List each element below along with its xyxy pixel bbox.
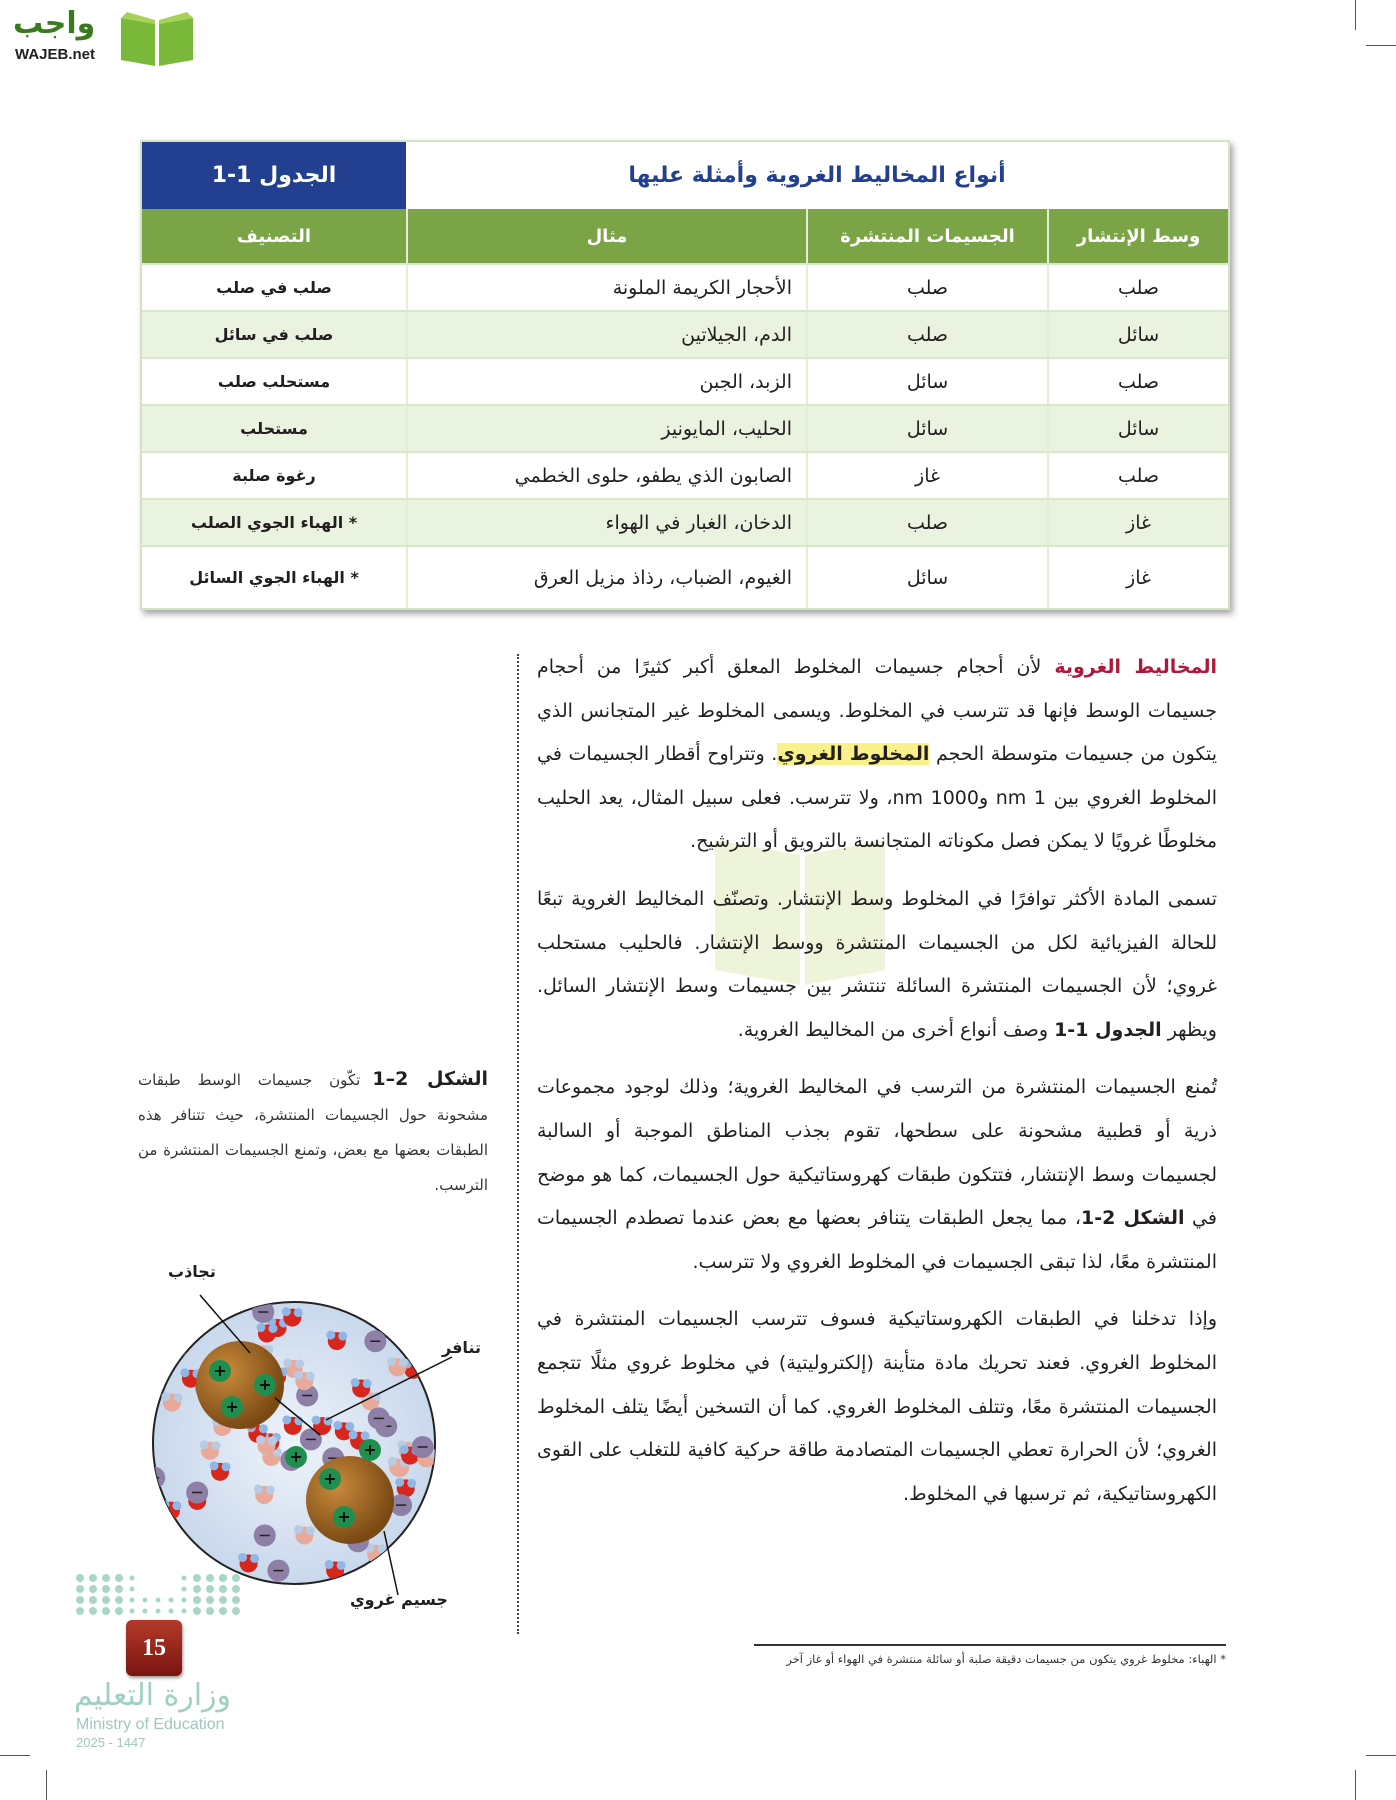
molecule bbox=[169, 1306, 190, 1326]
key-term: المخاليط الغروية bbox=[1054, 656, 1217, 678]
footnote: * الهباء: مخلوط غروي يتكون من جسيمات دقيقة صلبة أو سائلة منتشرة في الهواء أو غاز آخر bbox=[786, 1652, 1226, 1666]
colloid-types-table bbox=[140, 140, 1230, 610]
ministry-logo bbox=[72, 1572, 252, 1752]
dispersing-medium-cell: غاز bbox=[1047, 547, 1228, 608]
ministry-english: Ministry of Education bbox=[76, 1716, 225, 1733]
positive-charge-icon bbox=[209, 1360, 231, 1382]
dispersing-medium-cell: صلب bbox=[1047, 453, 1228, 498]
classification-cell: صلب في صلب bbox=[216, 278, 332, 297]
dispersing-medium-cell: سائل bbox=[1047, 312, 1228, 357]
molecule bbox=[368, 1407, 390, 1429]
molecule bbox=[412, 1436, 434, 1458]
molecule bbox=[186, 1482, 208, 1504]
logo-arabic-text: واجب bbox=[13, 6, 96, 41]
paragraph-colloids-intro bbox=[537, 646, 1217, 864]
dispersed-particles-cell: سائل bbox=[806, 406, 1047, 451]
column-header: وسط الإنتشار bbox=[1047, 209, 1228, 263]
column-header: الجسيمات المنتشرة bbox=[806, 209, 1047, 263]
caption-text: تكّون جسيمات الوسط طبقات مشحونة حول الجسيمات المنتشرة، حيث تتنافر هذه الطبقات بعضها مع بعض، وتمنع الجسيمات المنتشرة من الترسب. bbox=[138, 1071, 488, 1194]
positive-charge-icon bbox=[285, 1446, 307, 1468]
table-body bbox=[142, 263, 1228, 608]
example-cell: الدخان، الغبار في الهواء bbox=[406, 500, 806, 545]
classification-cell: صلب في سائل bbox=[214, 325, 334, 344]
classification-cell: * الهباء الجوي الصلب bbox=[190, 513, 358, 532]
dispersed-particles-cell: صلب bbox=[806, 312, 1047, 357]
classification-cell: * الهباء الجوي السائل bbox=[189, 568, 359, 587]
table-number: الجدول 1-1 bbox=[142, 142, 406, 209]
column-divider bbox=[517, 654, 519, 1634]
text: . وتتراوح أقطار الجسيمات في المخلوط الغروي بين 1 nm و1000 nm، ولا تترسب. فعلى سبيل المثال، يعد الحليب مخلوطًا غرويًا لا يمكن فصل مكوناته المتجانسة بالترويق أو الترشيح. bbox=[537, 743, 1217, 853]
crop-mark bbox=[1366, 1755, 1396, 1756]
figure-caption bbox=[138, 1062, 488, 1203]
text: تُمنع الجسيمات المنتشرة من الترسب في المخاليط الغروية؛ وذلك لوجود مجموعات ذرية أو قطبية مشحونة على سطحها، تقوم بجذب المناطق الموجبة أو السالبة لجسيمات وسط الإنتشار، فتتكون طبقات كهروستاتيكية حول الجسيمات، كما هو موضح في bbox=[537, 1076, 1217, 1230]
crop-mark bbox=[1366, 45, 1396, 46]
table-title: أنواع المخاليط الغروية وأمثلة عليها bbox=[628, 163, 1006, 188]
dispersed-particles-cell: غاز bbox=[806, 453, 1047, 498]
text: وصف أنواع أخرى من المخاليط الغروية. bbox=[737, 1018, 1055, 1041]
table-reference: الجدول 1-1 bbox=[1054, 1018, 1162, 1041]
molecule bbox=[390, 1315, 412, 1337]
classification-cell: مستحلب bbox=[240, 419, 308, 438]
molecule bbox=[267, 1560, 289, 1582]
table-row bbox=[142, 498, 1228, 545]
footnote-rule bbox=[754, 1644, 1226, 1646]
crop-mark bbox=[0, 1755, 30, 1756]
column-header: مثال bbox=[406, 209, 806, 263]
molecule bbox=[415, 1552, 436, 1572]
figure-reference: الشكل 2-1 bbox=[1080, 1207, 1185, 1230]
edition-year: 2025 - 1447 bbox=[76, 1735, 146, 1750]
molecule bbox=[146, 1504, 167, 1524]
positive-charge-icon bbox=[254, 1374, 276, 1396]
table-row bbox=[142, 263, 1228, 310]
table-row bbox=[142, 545, 1228, 608]
column-header: التصنيف bbox=[236, 225, 312, 247]
molecule bbox=[396, 1322, 417, 1342]
classification-cell: مستحلب صلب bbox=[217, 372, 331, 391]
body-text bbox=[537, 646, 1217, 1530]
highlighted-term: المخلوط الغروي bbox=[777, 743, 930, 766]
example-cell: الصابون الذي يطفو، حلوى الخطمي bbox=[406, 453, 806, 498]
dispersed-particles-cell: سائل bbox=[806, 359, 1047, 404]
ministry-dots-icon bbox=[72, 1572, 252, 1620]
molecule bbox=[143, 1467, 165, 1489]
molecule bbox=[392, 1558, 413, 1578]
paragraph-dispersion-medium bbox=[537, 878, 1217, 1052]
positive-charge-icon bbox=[221, 1396, 243, 1418]
colloid-diagram bbox=[140, 1285, 500, 1615]
table-row bbox=[142, 310, 1228, 357]
page-number: 15 bbox=[126, 1620, 182, 1676]
dispersed-particles-cell: صلب bbox=[806, 265, 1047, 310]
table-header-row bbox=[142, 209, 1228, 263]
molecule bbox=[411, 1294, 432, 1314]
table-row bbox=[142, 404, 1228, 451]
dispersing-medium-cell: غاز bbox=[1047, 500, 1228, 545]
dispersing-medium-cell: صلب bbox=[1047, 359, 1228, 404]
example-cell: الغيوم، الضباب، رذاذ مزيل العرق bbox=[406, 547, 806, 608]
crop-mark bbox=[1355, 1770, 1356, 1800]
example-cell: الأحجار الكريمة الملونة bbox=[406, 265, 806, 310]
classification-cell: رغوة صلبة bbox=[232, 466, 316, 485]
dispersing-medium-cell: سائل bbox=[1047, 406, 1228, 451]
logo-latin-text: WAJEB.net bbox=[15, 46, 96, 63]
label-colloid-particle: جسيم غروي bbox=[350, 1590, 448, 1609]
book-icon bbox=[117, 10, 197, 68]
label-repulsion: تنافر bbox=[442, 1338, 481, 1357]
table-row bbox=[142, 357, 1228, 404]
dispersing-medium-cell: صلب bbox=[1047, 265, 1228, 310]
table-title-row bbox=[142, 142, 1228, 209]
example-cell: الحليب، المايونيز bbox=[406, 406, 806, 451]
wajeb-logo bbox=[9, 6, 194, 68]
crop-mark bbox=[46, 1770, 47, 1800]
molecule bbox=[252, 1301, 274, 1323]
table-row bbox=[142, 451, 1228, 498]
colloid-particle bbox=[306, 1456, 394, 1544]
positive-charge-icon bbox=[319, 1468, 341, 1490]
ministry-arabic: وزارة التعليم bbox=[74, 1678, 232, 1713]
molecule bbox=[153, 1315, 175, 1337]
positive-charge-icon bbox=[359, 1439, 381, 1461]
paragraph-electrostatic-layers bbox=[537, 1066, 1217, 1284]
crop-mark bbox=[1355, 0, 1356, 30]
paragraph-destroying-colloids: وإذا تدخلنا في الطبقات الكهروستاتيكية فسوف تترسب الجسيمات المنتشرة في المخلوط الغروي. فعند تحريك مادة متأينة (إلكتروليتية) في مخلوط غروي مثلًا تتجمع الجسيمات المنتشرة معًا، وتتلف المخلوط الغروي. كما أن التسخين أيضًا يتلف المخلوط الغروي؛ لأن الحرارة تعطي الجسيمات المتصادمة طاقة حركية كافية للتغلب على القوى الكهروستاتيكية، ثم ترسبها في المخلوط. bbox=[537, 1308, 1217, 1505]
dispersed-particles-cell: صلب bbox=[806, 500, 1047, 545]
text: ، مما يجعل الطبقات يتنافر بعضها مع بعض عندما تصطدم الجسيمات المنتشرة معًا، لذا تبقى الجسيمات في المخلوط الغروي ولا تترسب. bbox=[537, 1207, 1217, 1273]
figure-number: الشكل 2–1 bbox=[372, 1068, 488, 1090]
positive-charge-icon bbox=[333, 1506, 355, 1528]
molecule bbox=[254, 1524, 276, 1546]
medium-circle bbox=[153, 1302, 435, 1584]
example-cell: الدم، الجيلاتين bbox=[406, 312, 806, 357]
text: لأن أحجام جسيمات المخلوط المعلق أكبر كثيرًا من أحجام جسيمات الوسط فإنها قد تترسب في المخلوط. ويسمى المخلوط غير المتجانس الذي يتكون من جسيمات متوسطة الحجم bbox=[537, 656, 1217, 766]
label-attraction: تجاذب bbox=[168, 1262, 216, 1281]
text: تسمى المادة الأكثر توافرًا في المخلوط وسط الإنتشار. وتصنّف المخاليط الغروية تبعًا للحالة الفيزيائية لكل من الجسيمات المنتشرة ووسط الإنتشار. فالحليب مستحلب غروي؛ لأن الجسيمات المنتشرة السائلة تنتشر بين جسيمات وسط الإنتشار السائل. ويظهر bbox=[537, 887, 1217, 1041]
dispersed-particles-cell: سائل bbox=[806, 547, 1047, 608]
example-cell: الزبد، الجبن bbox=[406, 359, 806, 404]
